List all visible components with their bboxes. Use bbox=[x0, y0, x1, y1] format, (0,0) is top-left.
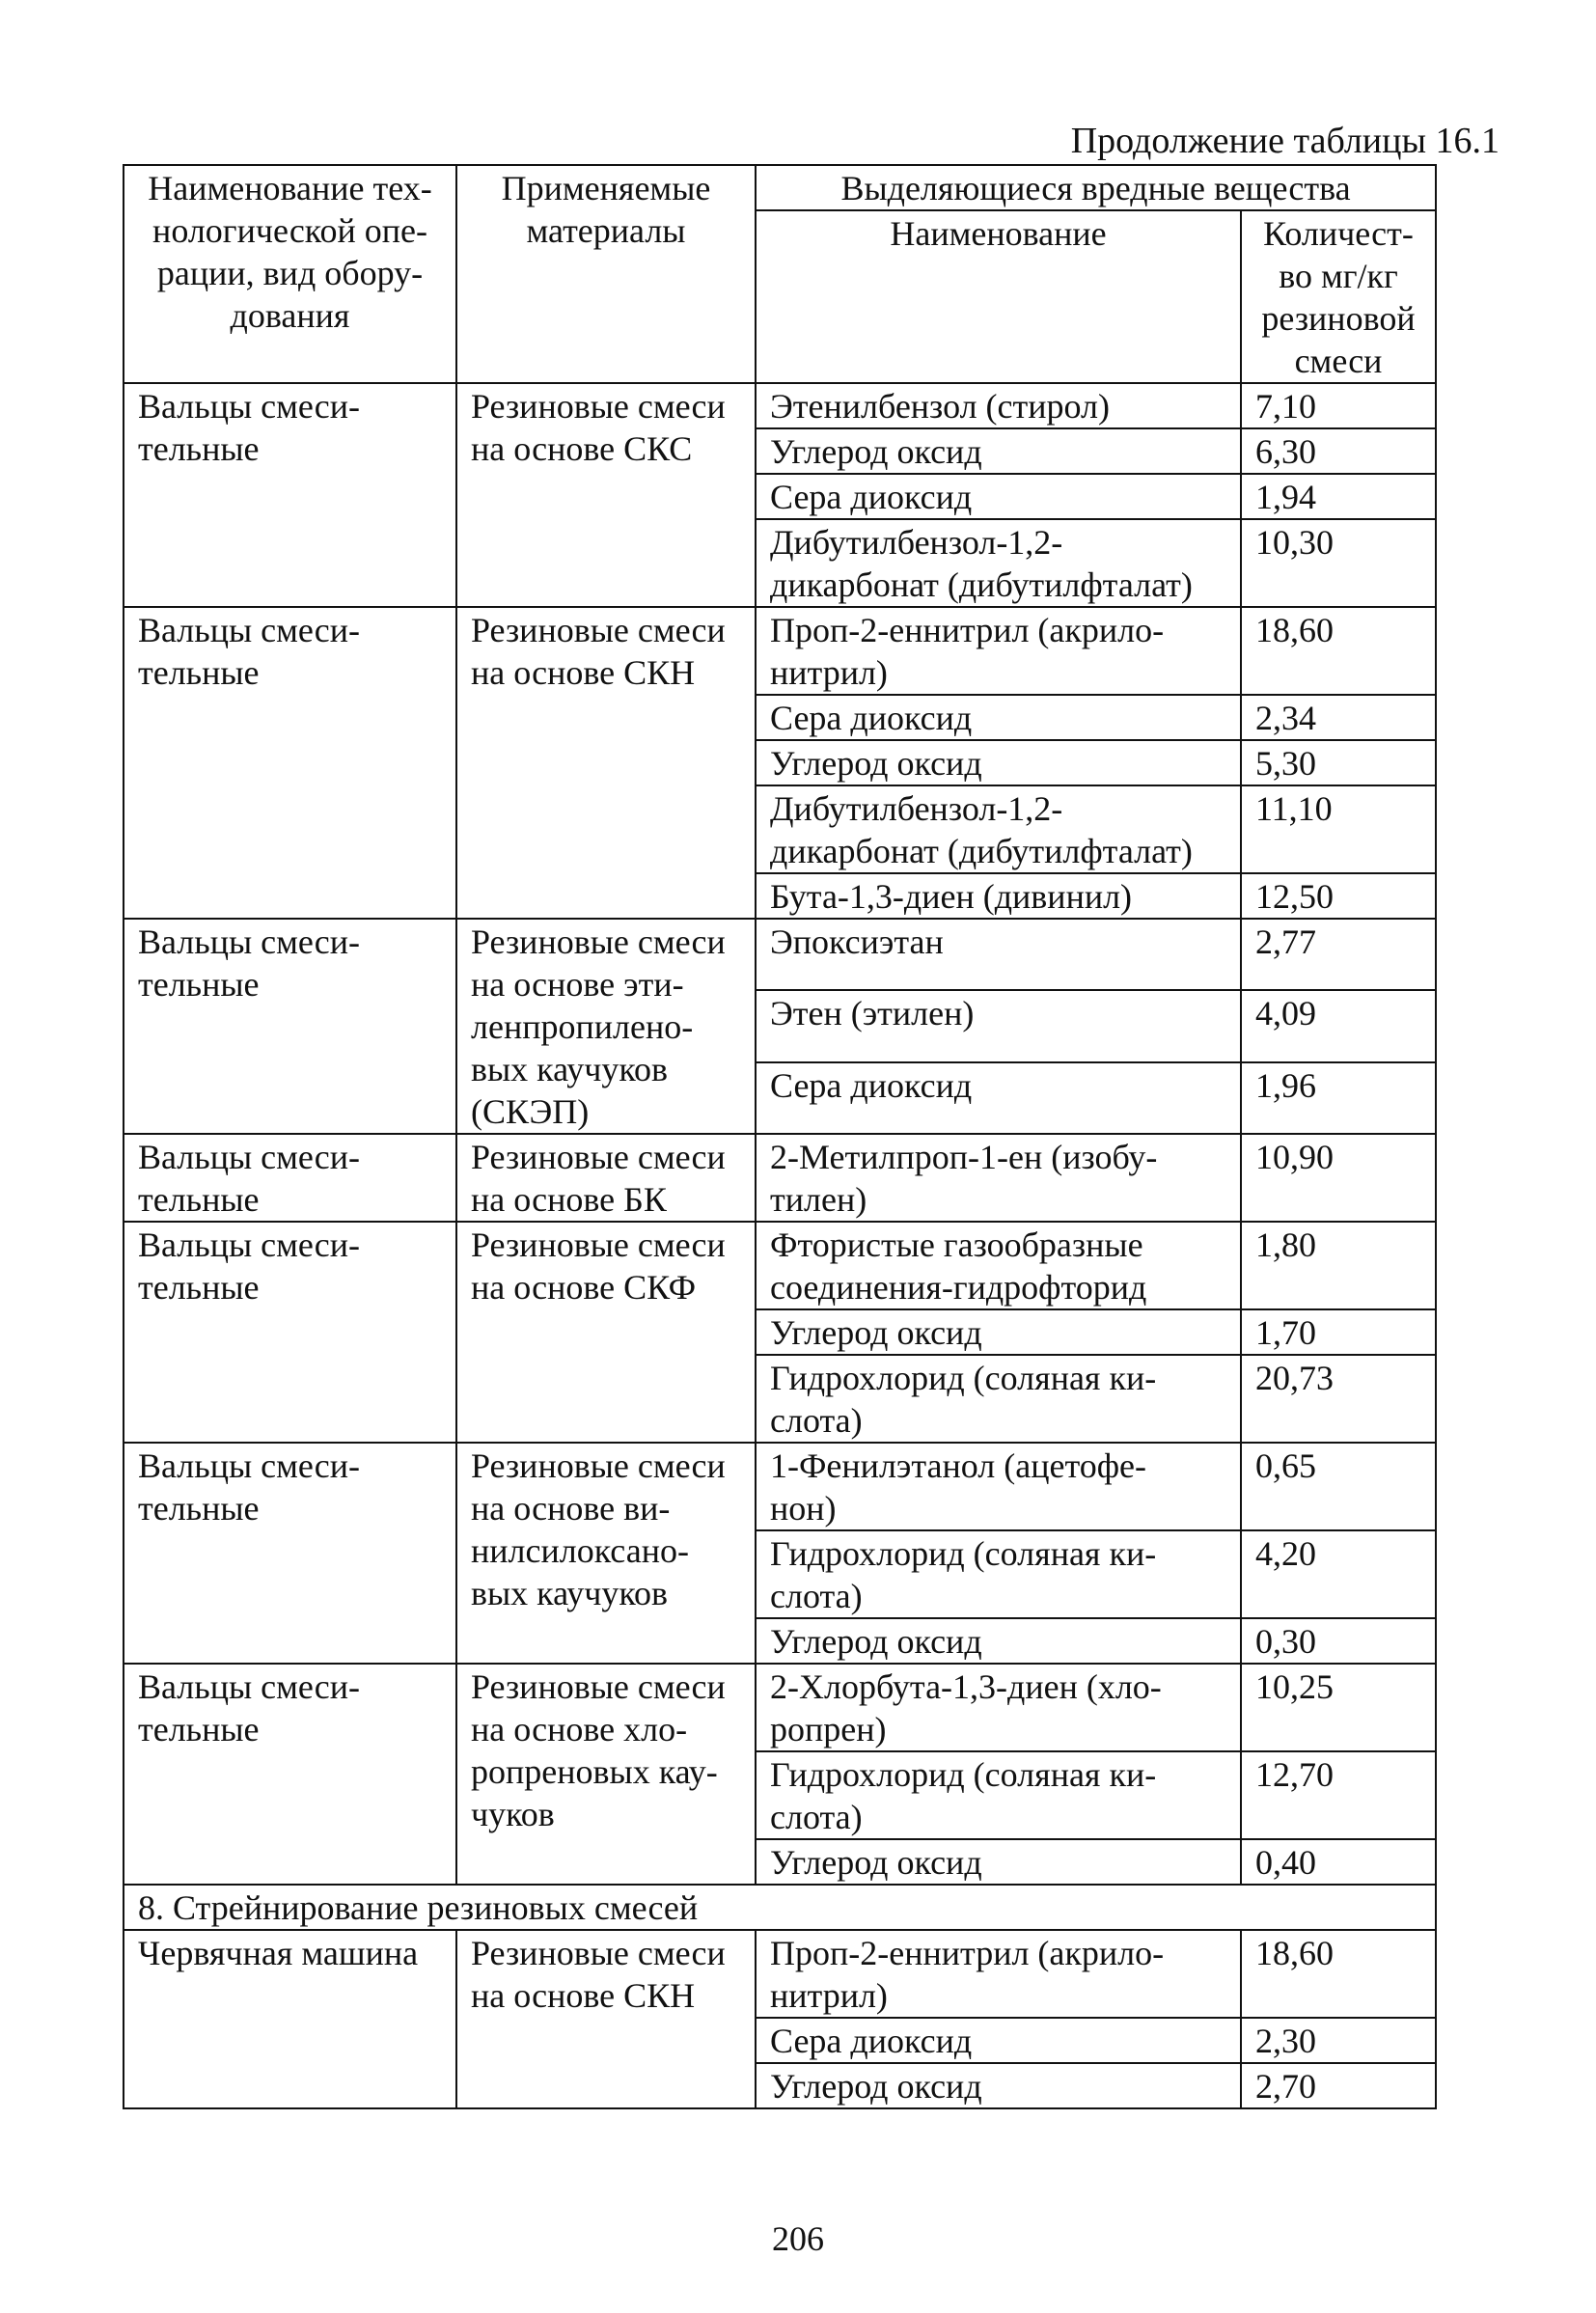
materials-cell: Резиновые смеси на основе СКС bbox=[456, 383, 756, 607]
substance-quantity-cell: 2,30 bbox=[1241, 2018, 1436, 2063]
table-caption: Продолжение таблицы 16.1 bbox=[1070, 121, 1500, 161]
substance-name-cell: Углерод оксид bbox=[756, 1618, 1241, 1664]
substance-quantity-cell: 0,65 bbox=[1241, 1443, 1436, 1530]
substance-quantity-cell: 6,30 bbox=[1241, 428, 1436, 474]
operation-cell: Вальцы смеси- тельные bbox=[124, 607, 456, 919]
page-number: 206 bbox=[772, 2219, 824, 2258]
substance-quantity-cell: 1,70 bbox=[1241, 1309, 1436, 1355]
table-row bbox=[124, 1134, 1436, 1222]
substance-name-cell: Сера диоксид bbox=[756, 1062, 1241, 1134]
substance-name-cell: Бута-1,3-диен (дивинил) bbox=[756, 873, 1241, 919]
substance-quantity-cell: 0,40 bbox=[1241, 1839, 1436, 1885]
header-materials: Применяемые материалы bbox=[456, 165, 756, 383]
materials-cell: Резиновые смеси на основе СКН bbox=[456, 607, 756, 919]
substance-name-cell: Углерод оксид bbox=[756, 2063, 1241, 2108]
materials-cell: Резиновые смеси на основе БК bbox=[456, 1134, 756, 1222]
header-substances: Выделяющиеся вредные вещества bbox=[756, 165, 1436, 210]
section-table-body bbox=[124, 1930, 1436, 2108]
table-row bbox=[124, 607, 1436, 695]
substance-name-cell: Гидрохлорид (соляная ки- слота) bbox=[756, 1751, 1241, 1839]
substance-name-cell: Этен (этилен) bbox=[756, 990, 1241, 1061]
section-body bbox=[124, 1885, 1436, 1930]
operation-cell: Вальцы смеси- тельные bbox=[124, 1443, 456, 1664]
substance-quantity-cell: 20,73 bbox=[1241, 1355, 1436, 1443]
operation-cell: Вальцы смеси- тельные bbox=[124, 1222, 456, 1443]
substance-quantity-cell: 12,70 bbox=[1241, 1751, 1436, 1839]
materials-cell: Резиновые смеси на основе СКН bbox=[456, 1930, 756, 2108]
operation-cell: Вальцы смеси- тельные bbox=[124, 1664, 456, 1885]
substance-quantity-cell: 10,25 bbox=[1241, 1664, 1436, 1751]
table-row bbox=[124, 1222, 1436, 1309]
materials-cell: Резиновые смеси на основе эти- ленпропилено- вых каучуков (СКЭП) bbox=[456, 919, 756, 1134]
operation-cell: Вальцы смеси- тельные bbox=[124, 919, 456, 1134]
operation-cell: Вальцы смеси- тельные bbox=[124, 383, 456, 607]
substance-quantity-cell: 1,96 bbox=[1241, 1062, 1436, 1134]
substance-name-cell: Эпоксиэтан bbox=[756, 919, 1241, 990]
operation-cell: Червячная машина bbox=[124, 1930, 456, 2108]
substance-quantity-cell: 7,10 bbox=[1241, 383, 1436, 428]
substance-name-cell: 1-Фенилэтанол (ацетофе- нон) bbox=[756, 1443, 1241, 1530]
substance-name-cell: Дибутилбензол-1,2- дикарбонат (дибутилфталат) bbox=[756, 519, 1241, 607]
header-operation: Наименование тех- нологической опе- рации, вид обору- дования bbox=[124, 165, 456, 383]
substance-quantity-cell: 10,90 bbox=[1241, 1134, 1436, 1222]
substance-quantity-cell: 1,80 bbox=[1241, 1222, 1436, 1309]
substance-name-cell: Фтористые газообразные соединения-гидрофторид bbox=[756, 1222, 1241, 1309]
substance-name-cell: Гидрохлорид (соляная ки- слота) bbox=[756, 1530, 1241, 1618]
substance-name-cell: Углерод оксид bbox=[756, 428, 1241, 474]
emissions-table bbox=[123, 164, 1437, 2109]
substance-quantity-cell: 18,60 bbox=[1241, 607, 1436, 695]
substance-quantity-cell: 12,50 bbox=[1241, 873, 1436, 919]
materials-cell: Резиновые смеси на основе ви- нилсилоксано- вых каучуков bbox=[456, 1443, 756, 1664]
substance-quantity-cell: 10,30 bbox=[1241, 519, 1436, 607]
substance-name-cell: Углерод оксид bbox=[756, 1839, 1241, 1885]
table-row bbox=[124, 919, 1436, 990]
section-row bbox=[124, 1885, 1436, 1930]
substance-name-cell: 2-Метилпроп-1-ен (изобу- тилен) bbox=[756, 1134, 1241, 1222]
substance-name-cell: Дибутилбензол-1,2- дикарбонат (дибутилфталат) bbox=[756, 785, 1241, 873]
header-name: Наименование bbox=[756, 210, 1241, 383]
substance-name-cell: Углерод оксид bbox=[756, 1309, 1241, 1355]
substance-quantity-cell: 2,77 bbox=[1241, 919, 1436, 990]
substance-quantity-cell: 2,34 bbox=[1241, 695, 1436, 740]
substance-name-cell: Этенилбензол (стирол) bbox=[756, 383, 1241, 428]
substance-quantity-cell: 1,94 bbox=[1241, 474, 1436, 519]
substance-name-cell: Сера диоксид bbox=[756, 2018, 1241, 2063]
table-row bbox=[124, 1930, 1436, 2018]
substance-quantity-cell: 4,20 bbox=[1241, 1530, 1436, 1618]
substance-quantity-cell: 18,60 bbox=[1241, 1930, 1436, 2018]
substance-name-cell: Проп-2-еннитрил (акрило- нитрил) bbox=[756, 1930, 1241, 2018]
table-row bbox=[124, 1664, 1436, 1751]
substance-name-cell: Сера диоксид bbox=[756, 474, 1241, 519]
substance-quantity-cell: 5,30 bbox=[1241, 740, 1436, 785]
section-title: 8. Стрейнирование резиновых смесей bbox=[124, 1885, 1436, 1930]
substance-quantity-cell: 4,09 bbox=[1241, 990, 1436, 1061]
header-quantity: Количест- во мг/кг резиновой смеси bbox=[1241, 210, 1436, 383]
substance-quantity-cell: 0,30 bbox=[1241, 1618, 1436, 1664]
table-body bbox=[124, 383, 1436, 1885]
substance-name-cell: 2-Хлорбута-1,3-диен (хло- ропрен) bbox=[756, 1664, 1241, 1751]
materials-cell: Резиновые смеси на основе СКФ bbox=[456, 1222, 756, 1443]
substance-quantity-cell: 2,70 bbox=[1241, 2063, 1436, 2108]
header-row bbox=[124, 165, 1436, 210]
substance-name-cell: Углерод оксид bbox=[756, 740, 1241, 785]
table-row bbox=[124, 383, 1436, 428]
substance-quantity-cell: 11,10 bbox=[1241, 785, 1436, 873]
table-row bbox=[124, 1443, 1436, 1530]
materials-cell: Резиновые смеси на основе хло- ропреновых кау- чуков bbox=[456, 1664, 756, 1885]
substance-name-cell: Сера диоксид bbox=[756, 695, 1241, 740]
substance-name-cell: Проп-2-еннитрил (акрило- нитрил) bbox=[756, 607, 1241, 695]
substance-name-cell: Гидрохлорид (соляная ки- слота) bbox=[756, 1355, 1241, 1443]
operation-cell: Вальцы смеси- тельные bbox=[124, 1134, 456, 1222]
